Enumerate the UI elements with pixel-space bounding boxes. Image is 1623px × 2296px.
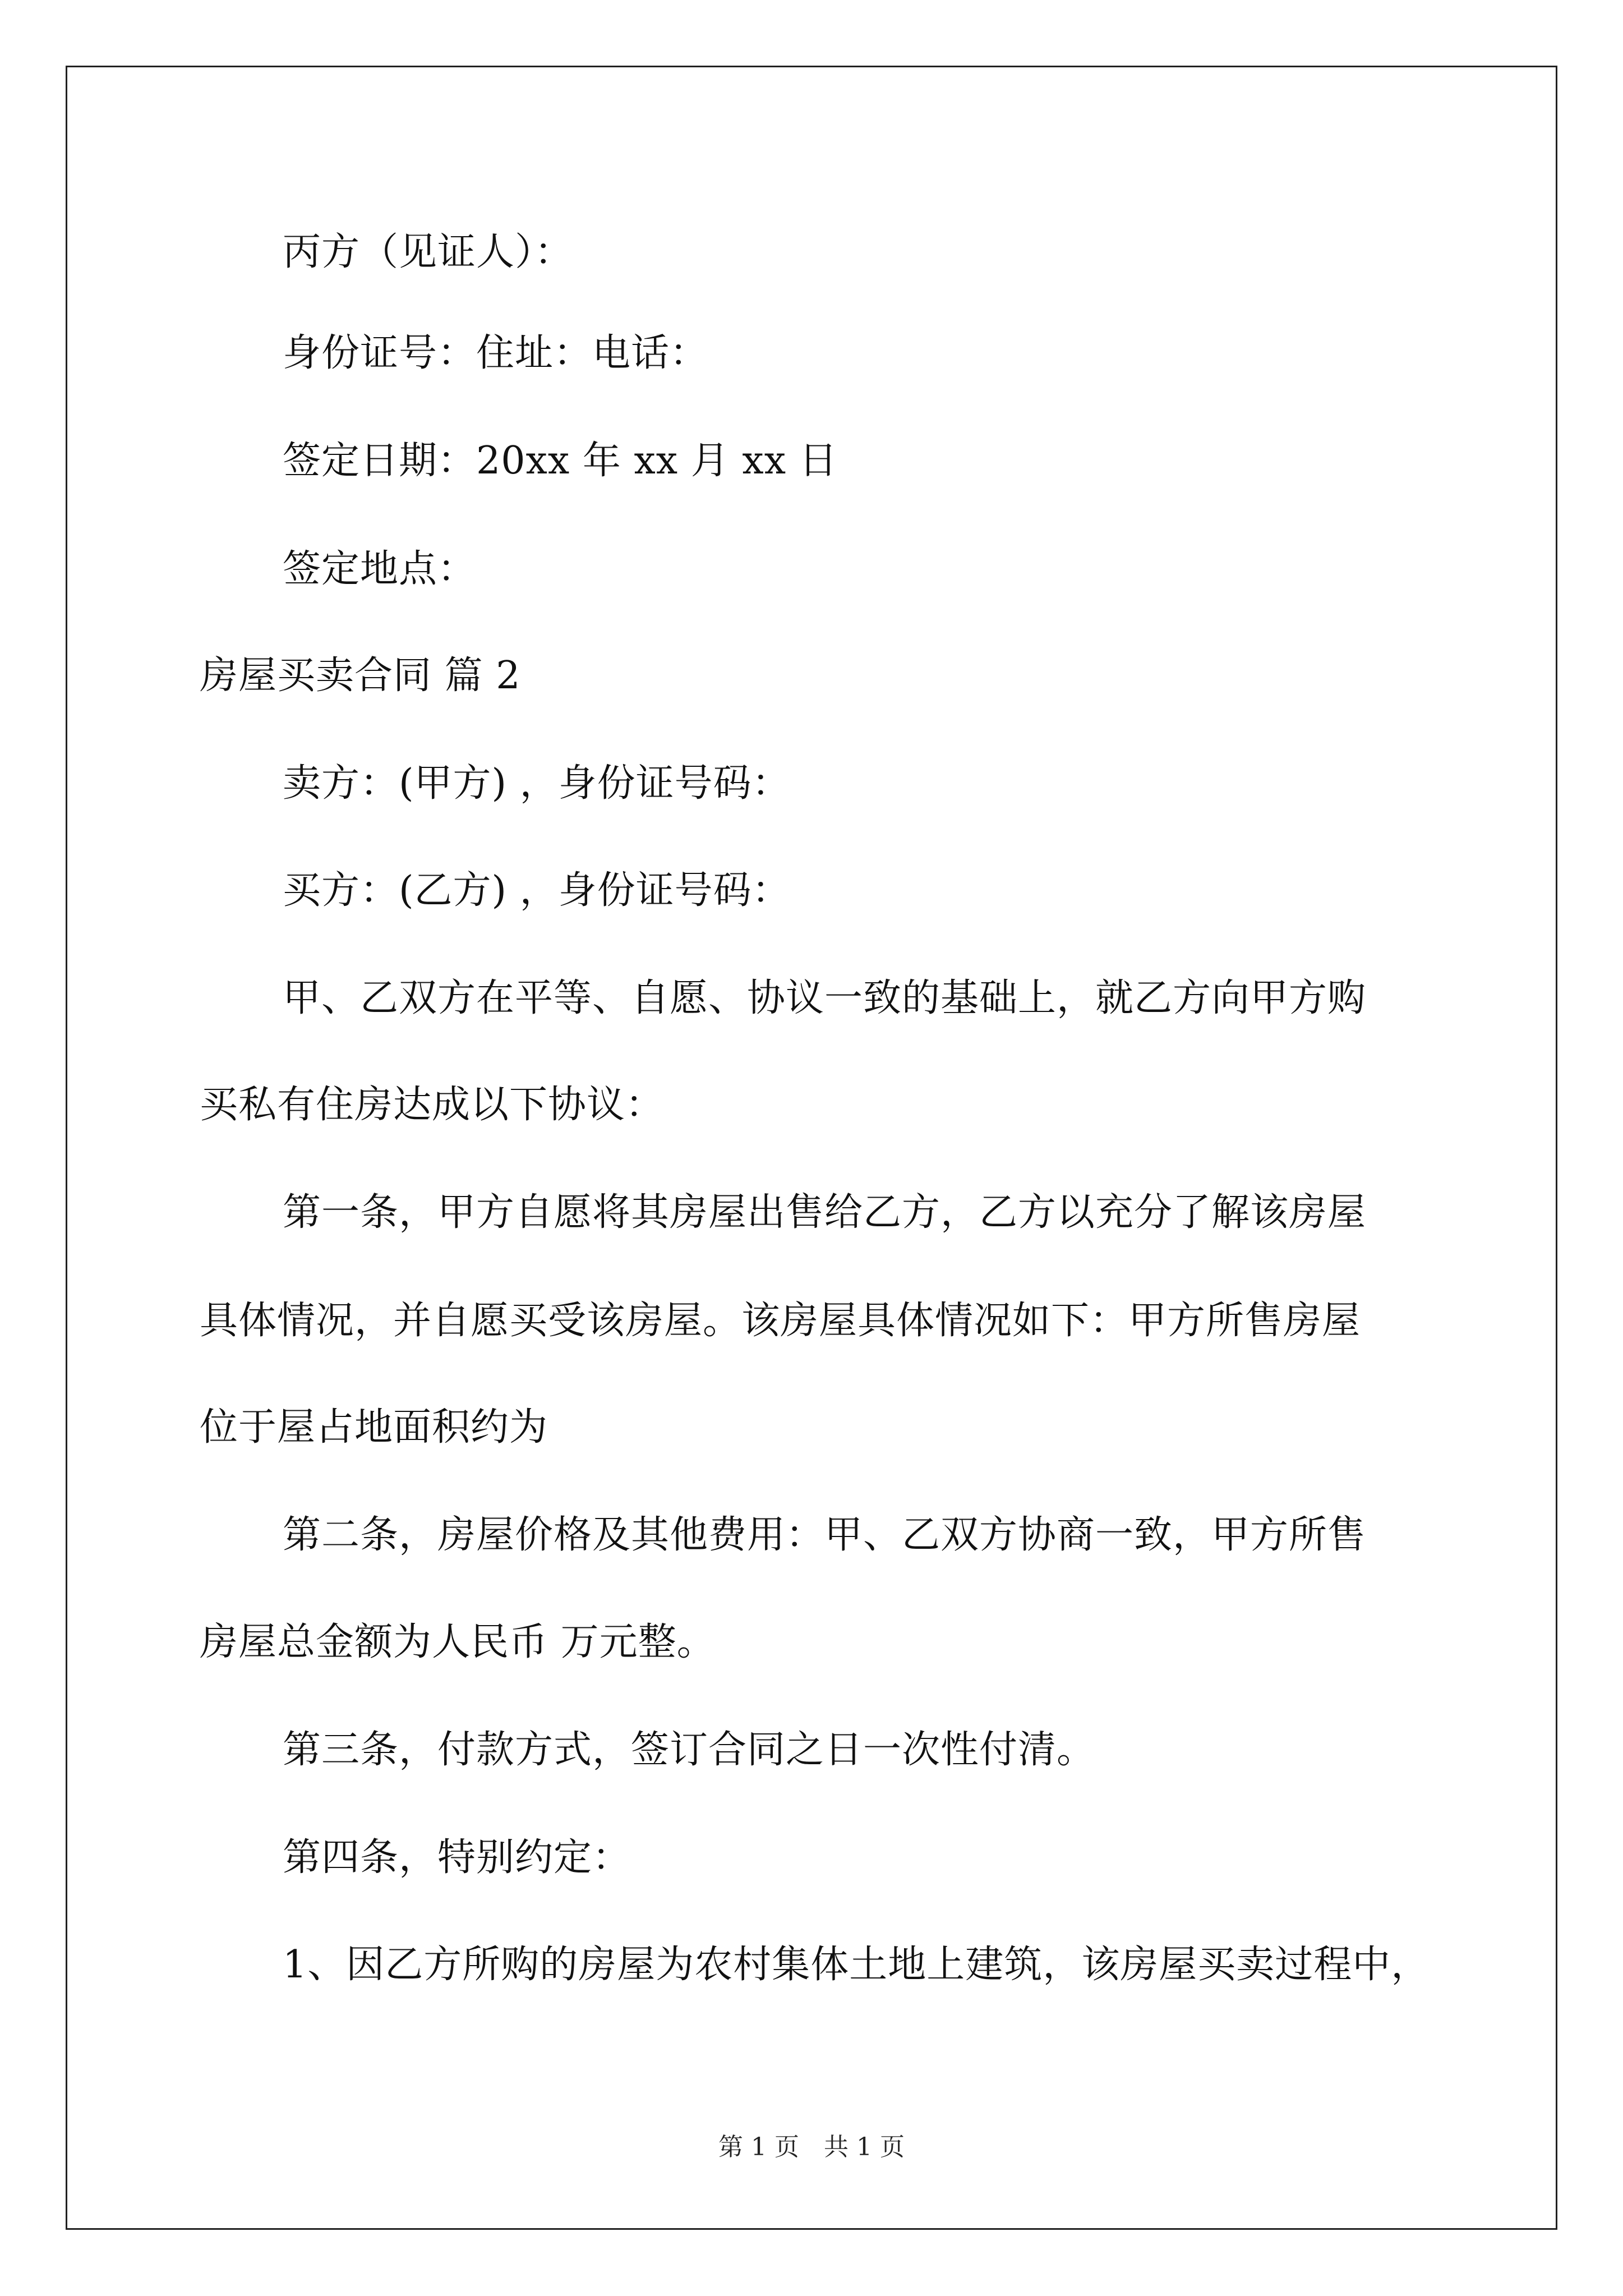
text-line: 位于屋占地面积约为 bbox=[200, 1405, 548, 1450]
page-footer: 第 1 页 共 1 页 bbox=[718, 2133, 905, 2161]
text-line: 买私有住房达成以下协议： bbox=[200, 1083, 665, 1127]
text-line: 第四条，特别约定： bbox=[283, 1835, 631, 1880]
text-line: 第二条，房屋价格及其他费用：甲、乙双方协商一致，甲方所售 bbox=[283, 1513, 1367, 1557]
text-line: 买方：(乙方) ，身份证号码： bbox=[283, 868, 791, 913]
text-line: 签定地点： bbox=[283, 547, 477, 591]
text-line: 身份证号：住址：电话： bbox=[283, 331, 709, 375]
page-border bbox=[66, 66, 1557, 2230]
text-line: 卖方：(甲方) ，身份证号码： bbox=[283, 761, 791, 806]
text-line: 1、因乙方所购的房屋为农村集体土地上建筑，该房屋买卖过程中， bbox=[283, 1943, 1430, 1987]
text-line: 房屋总金额为人民币 万元整。 bbox=[200, 1620, 716, 1664]
text-line: 第三条，付款方式，签订合同之日一次性付清。 bbox=[283, 1728, 1096, 1772]
text-line: 第一条，甲方自愿将其房屋出售给乙方，乙方以充分了解该房屋 bbox=[283, 1190, 1367, 1235]
text-line: 甲、乙双方在平等、自愿、协议一致的基础上，就乙方向甲方购 bbox=[283, 976, 1367, 1020]
text-line: 签定日期：20xx 年 xx 月 xx 日 bbox=[283, 439, 838, 483]
text-line: 具体情况，并自愿买受该房屋。该房屋具体情况如下：甲方所售房屋 bbox=[200, 1299, 1361, 1343]
section-heading: 房屋买卖合同 篇 2 bbox=[200, 654, 521, 698]
text-line: 丙方（见证人）： bbox=[283, 230, 574, 274]
